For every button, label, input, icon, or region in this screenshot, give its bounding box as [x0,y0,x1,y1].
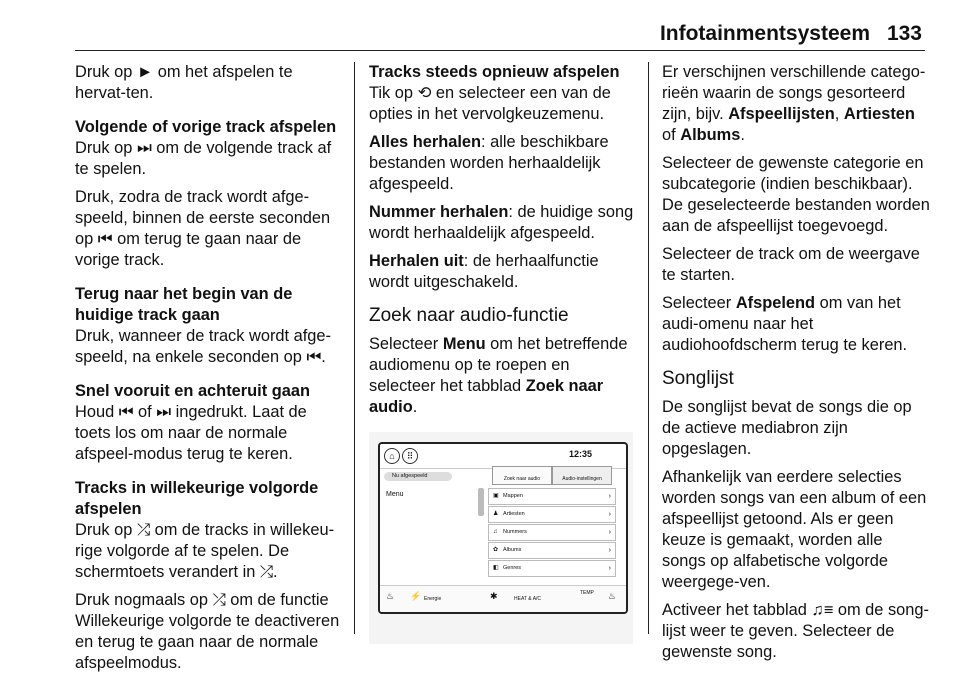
section-heading: Zoek naar audio-functie [369,305,569,326]
list-item-label: Nummers [503,529,527,535]
list-item [488,506,616,523]
term: Albums [680,126,741,144]
column-divider [648,62,649,634]
folder-icon: ▣ [493,493,499,499]
energy-icon: ⚡ [410,591,422,601]
term: Afspelend [735,294,816,312]
paragraph: Druk op ⤮ om de tracks in willekeu-rige volgorde af te spelen. De schermtoets verandert in ⤮. [75,521,335,581]
paragraph: Druk op ⏭ om de volgende track af te spelen. [75,139,332,178]
fan-icon: ✱ [490,591,498,601]
chevron-right-icon: › [608,565,611,572]
term: Menu [442,335,486,353]
category-list [488,488,616,578]
text: . [740,126,745,144]
subheading: Terug naar het begin van de huidige track gaan [75,285,293,324]
text: om van het audi-omenu naar het audiohoofdscherm terug te keren. [662,294,908,354]
page-number: 133 [886,22,922,45]
chevron-right-icon: › [608,547,611,554]
term: Zoek naar audio [369,377,604,416]
subheading: Tracks in willekeurige volgorde afspelen [75,479,319,518]
text: of [662,126,681,144]
paragraph: Selecteer de gewenste categorie en subcategorie (indien beschikbaar). De geselecteerde bestanden worden aan de afspeellijst toegevoegd. [662,154,930,235]
chevron-right-icon: › [608,529,611,536]
paragraph: Activeer het tabblad ♫≡ om de song-lijst weer te geven. Selecteer de gewenste song. [662,601,929,661]
term: Herhalen uit [369,252,464,270]
infotainment-screenshot [369,432,633,644]
list-item-label: Artiesten [503,511,525,517]
column-1 [75,62,343,681]
infotainment-screen [378,442,628,614]
now-playing-button: Nu afgespeeld [384,472,452,481]
column-3 [662,62,930,670]
text: Selecteer [369,335,443,353]
subheading: Snel vooruit en achteruit gaan [75,382,310,400]
screen-clock: 12:35 [568,449,592,459]
heat-ac-label: HEAT & A/C [514,596,542,602]
list-item [488,524,616,541]
energy-label: Energie [424,596,442,602]
subheading: Volgende of vorige track afspelen [75,118,337,136]
album-icon: ✿ [493,547,499,553]
definition: : de herhaalfunctie wordt uitgeschakeld. [369,252,599,291]
text: , [834,105,844,123]
paragraph: Afhankelijk van eerdere selecties worden songs van een album of een afspeellijst getoond. Als er geen keuze is gemaakt, worden alle songs op alfabetische volgorde weergege-ven. [662,468,927,591]
paragraph: Druk op ► om het afspelen te hervat-ten. [75,63,293,102]
menu-label: Menu [386,491,404,498]
paragraph: Druk, wanneer de track wordt afge-speeld, na enkele seconden op ⏮. [75,327,331,366]
music-note-icon: ♫ [493,529,498,535]
list-item-label: Genres [503,565,522,571]
definition: : de huidige song wordt herhaaldelijk afgespeeld. [369,203,634,242]
text: om het betreffende audiomenu op te roepen en selecteer het tabblad [369,335,628,395]
paragraph [369,202,635,244]
list-item-label: Albums [503,547,522,553]
text: Er verschijnen verschillende catego-rieën waarin de songs gesorteerd zijn, bijv. [662,63,926,123]
header-rule [75,50,925,51]
list-item-label: Mappen [503,493,523,499]
text: . [412,398,418,416]
chevron-right-icon: › [608,511,611,518]
column-divider [354,62,355,634]
screen-tabs [492,466,612,484]
paragraph: De songlijst bevat de songs die op de actieve mediabron zijn opgeslagen. [662,398,912,458]
column-2 [369,62,635,644]
subheading: Tracks steeds opnieuw afspelen [369,63,620,81]
list-item [488,542,616,559]
definition: : alle beschikbare bestanden worden herhaaldelijk afgespeeld. [369,133,609,193]
artist-icon: ♟ [493,511,499,517]
paragraph: Druk nogmaals op ⤮ om de functie Willekeurige volgorde te deactiveren en terug te gaan naar de normale afspeelmodus. [75,591,340,672]
paragraph: Houd ⏮ of ⏭ ingedrukt. Laat de toets los om naar de normale afspeel-modus terug te keren. [75,403,307,463]
paragraph: Druk, zodra de track wordt afge-speeld, binnen de eerste seconden op ⏮ om terug te gaan naar de vorige track. [75,188,331,269]
term: Artiesten [843,105,915,123]
paragraph: Selecteer de track om de weergave te starten. [662,245,920,284]
paragraph: Tik op ⟲ en selecteer een van de opties in het vervolgkeuzemenu. [369,84,611,123]
text: Selecteer [662,294,736,312]
apps-icon: ⠿ [402,448,418,464]
seat-heat-icon: ♨ [386,591,395,601]
screen-scrollbar [478,488,484,516]
paragraph [369,334,635,418]
paragraph [662,62,930,146]
tab-audio-settings: Audio-instellingen [552,466,612,485]
genre-icon: ◧ [493,565,499,571]
climate-bar [380,585,626,612]
section-heading: Songlijst [662,368,734,389]
page-header-title: Infotainmentsysteem [659,22,870,45]
term: Nummer herhalen [369,203,509,221]
paragraph [662,293,930,356]
chevron-right-icon: › [608,493,611,500]
seat-heat-icon: ♨ [608,591,617,601]
list-item [488,488,616,505]
tab-search-audio: Zoek naar audio [492,466,552,485]
term: Alles herhalen [369,133,482,151]
list-item [488,560,616,577]
paragraph [369,132,635,195]
temp-label: TEMP [580,590,594,596]
home-icon: ⌂ [384,448,400,464]
paragraph [369,251,635,293]
term: Afspeellijsten [728,105,835,123]
